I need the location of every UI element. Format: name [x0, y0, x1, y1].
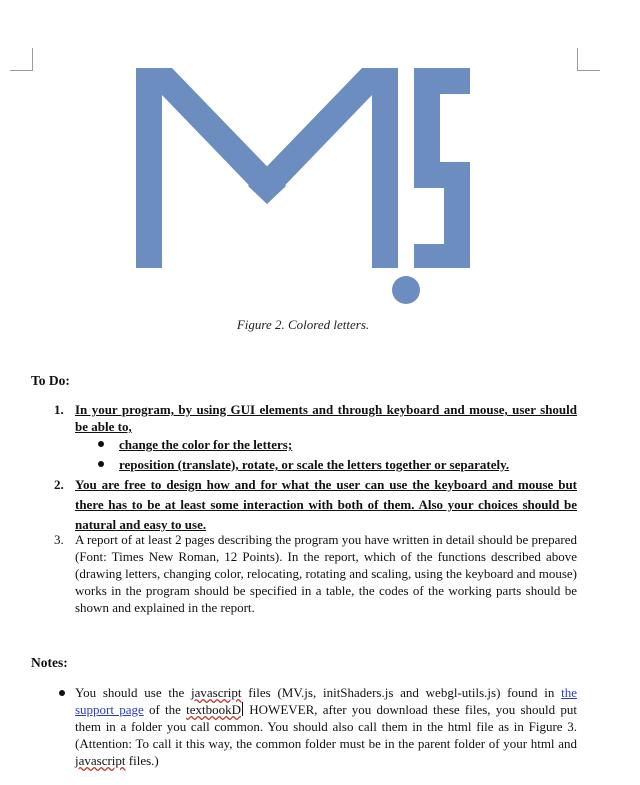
todo-item-3-number: 3. — [54, 532, 64, 547]
support-page-link[interactable]: the support page — [75, 685, 578, 717]
notes-heading: Notes: — [31, 655, 68, 670]
todo-subitem-2: reposition (translate), rotate, or scale the letters together or separately. — [119, 457, 510, 472]
ms-logo-figure — [134, 66, 470, 306]
bullet-icon — [59, 690, 65, 696]
s-bottom-bar — [414, 244, 470, 268]
bullet-icon — [98, 441, 104, 447]
todo-heading: To Do: — [31, 373, 70, 388]
notes-text-part: of the — [143, 702, 187, 717]
notes-text-part: files.) — [125, 753, 159, 768]
figure-caption: Figure 2. Colored letters. — [236, 317, 370, 332]
notes-text-part: HOWEVER, after you download these files, you should put them in a folder you call common. You should also call them in the html file as in Figure 3. (Attention: To call it this way, the common folder must be in the parent folder of your html and — [75, 702, 577, 751]
todo-item-3-text: A report of at least 2 pages describing the program you have written in detail should be prepared (Font: Times New Roman, 12 Points). In the report, which of the functions described above (drawing letters, changing color, relocating, rotating and scaling, using the keyboard and mouse) works in the program should be specified in a table, the codes of the working parts should be shown and explained in the report. — [75, 532, 577, 615]
notes-item-1 — [75, 684, 577, 769]
notes-text-part: You should use the — [75, 685, 191, 700]
spellcheck-word: javascript — [75, 753, 126, 768]
m-right-stem — [372, 68, 398, 268]
text-cursor — [242, 702, 243, 716]
todo-item-1-text: In your program, by using GUI elements and through keyboard and mouse, user should be able to, — [75, 402, 577, 434]
todo-subitem-1: change the color for the letters; — [119, 437, 293, 452]
m-left-stem — [136, 68, 162, 268]
todo-item-2-text: You are free to design how and for what the user can use the keyboard and mouse but there has to be at least some interaction with both of them. Also your choices should be natural and easy to use. — [75, 477, 577, 532]
notes-text-part: files (MV.js, initShaders.js and webgl-utils.js) found in — [241, 685, 562, 700]
s-dot — [392, 276, 420, 304]
todo-item-2-number: 2. — [54, 477, 64, 492]
page-corner-mark-left — [10, 48, 33, 71]
bullet-icon — [98, 461, 104, 467]
todo-item-1-number: 1. — [54, 402, 64, 417]
page-corner-mark-right — [577, 48, 600, 71]
spellcheck-word: textbookD — [186, 702, 242, 717]
spellcheck-word: javascript — [191, 685, 242, 700]
